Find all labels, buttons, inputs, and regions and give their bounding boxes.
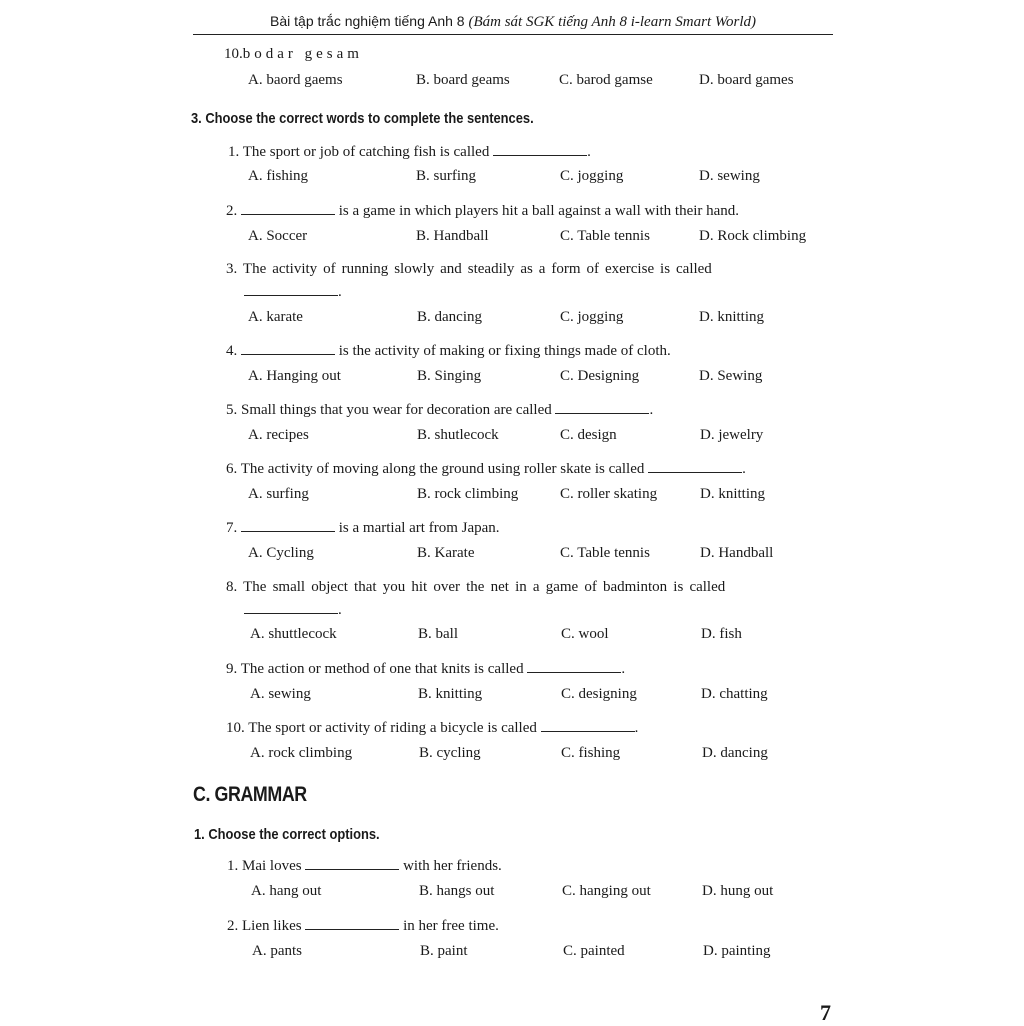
option-a: A. Hanging out — [248, 368, 341, 384]
question-7: 7. is a martial art from Japan. — [226, 520, 500, 536]
option-a: A. Cycling — [248, 545, 314, 561]
option-b: B. board geams — [416, 72, 510, 88]
header-subtitle: (Bám sát SGK tiếng Anh 8 i-learn Smart World) — [468, 14, 756, 30]
option-b: B. ball — [418, 626, 458, 642]
option-d: D. hung out — [702, 883, 774, 899]
option-c: C. jogging — [560, 168, 624, 184]
answer-blank — [493, 143, 587, 156]
answer-blank — [244, 601, 338, 614]
option-d: D. jewelry — [700, 427, 764, 443]
option-d: D. fish — [701, 626, 742, 642]
question-10: 10. The sport or activity of riding a bicycle is called . — [226, 720, 639, 736]
section-heading: 3. Choose the correct words to complete the sentences. — [191, 110, 534, 127]
option-c: C. jogging — [560, 309, 624, 325]
option-a: A. shuttlecock — [250, 626, 337, 642]
option-b: B. hangs out — [419, 883, 495, 899]
answer-blank — [305, 917, 399, 930]
grammar-question-2: 2. Lien likes in her free time. — [227, 918, 499, 934]
question-4: 4. is the activity of making or fixing things made of cloth. — [226, 343, 671, 359]
option-a: A. pants — [252, 943, 302, 959]
option-c: C. Table tennis — [560, 545, 650, 561]
option-d: D. painting — [703, 943, 771, 959]
option-b: B. shutlecock — [417, 427, 499, 443]
scrambled-word: bodar gesam — [242, 46, 363, 62]
option-c: C. hanging out — [562, 883, 651, 899]
question-1: 1. The sport or job of catching fish is called . — [228, 144, 591, 160]
option-c: C. fishing — [561, 745, 621, 761]
option-d: D. dancing — [702, 745, 768, 761]
option-c: C. painted — [563, 943, 625, 959]
option-d: D. knitting — [700, 486, 766, 502]
option-b: B. paint — [420, 943, 468, 959]
option-b: B. rock climbing — [417, 486, 519, 502]
grammar-question-1: 1. Mai loves with her friends. — [227, 858, 502, 874]
option-d: D. sewing — [699, 168, 760, 184]
option-c: C. designing — [561, 686, 637, 702]
option-a: A. sewing — [250, 686, 311, 702]
option-d: D. chatting — [701, 686, 768, 702]
option-d: D. Rock climbing — [699, 228, 807, 244]
answer-blank — [241, 202, 335, 215]
option-a: A. surfing — [248, 486, 309, 502]
answer-blank — [241, 342, 335, 355]
answer-blank — [244, 283, 338, 296]
page-number: 7 — [820, 1000, 831, 1025]
option-a: A. fishing — [248, 168, 308, 184]
question-2: 2. is a game in which players hit a ball against a wall with their hand. — [226, 203, 740, 219]
answer-blank — [555, 401, 649, 414]
option-c: C. design — [560, 427, 617, 443]
option-b: B. Karate — [417, 545, 475, 561]
option-d: D. Sewing — [699, 368, 763, 384]
option-b: B. knitting — [418, 686, 483, 702]
option-b: B. dancing — [417, 309, 482, 325]
option-a: A. rock climbing — [250, 745, 353, 761]
option-a: A. baord gaems — [248, 72, 343, 88]
option-a: A. hang out — [251, 883, 322, 899]
option-c: C. roller skating — [560, 486, 658, 502]
answer-blank — [527, 660, 621, 673]
question-8-blank: . — [244, 601, 342, 619]
answer-blank — [241, 519, 335, 532]
question-8: 8. The small object that you hit over the net in a game of badminton is called — [226, 579, 726, 595]
option-a: A. karate — [248, 309, 303, 325]
option-b: B. Singing — [417, 368, 482, 384]
answer-blank — [305, 857, 399, 870]
option-c: C. Table tennis — [560, 228, 650, 244]
answer-blank — [541, 719, 635, 732]
option-b: B. cycling — [419, 745, 481, 761]
option-b: B. Handball — [416, 228, 489, 244]
option-b: B. surfing — [416, 168, 476, 184]
question-5: 5. Small things that you wear for decoration are called . — [226, 402, 654, 418]
option-a: A. Soccer — [248, 228, 308, 244]
option-d: D. knitting — [699, 309, 765, 325]
question-9: 9. The action or method of one that knits is called . — [226, 661, 626, 677]
question-6: 6. The activity of moving along the ground using roller skate is called . — [226, 461, 746, 477]
scrambled-question: 10.bodar gesam — [224, 46, 363, 62]
grammar-subheading: 1. Choose the correct options. — [194, 826, 380, 843]
option-c: C. Designing — [560, 368, 640, 384]
option-d: D. Handball — [700, 545, 774, 561]
question-3: 3. The activity of running slowly and steadily as a form of exercise is called — [226, 261, 712, 277]
header-title: Bài tập trắc nghiệm tiếng Anh 8 — [270, 13, 465, 29]
answer-blank — [648, 460, 742, 473]
option-a: A. recipes — [248, 427, 309, 443]
option-c: C. barod gamse — [559, 72, 653, 88]
grammar-heading: C. GRAMMAR — [193, 783, 307, 806]
option-c: C. wool — [561, 626, 609, 642]
page-header — [193, 10, 833, 35]
option-d: D. board games — [699, 72, 794, 88]
question-3-blank: . — [244, 283, 342, 301]
